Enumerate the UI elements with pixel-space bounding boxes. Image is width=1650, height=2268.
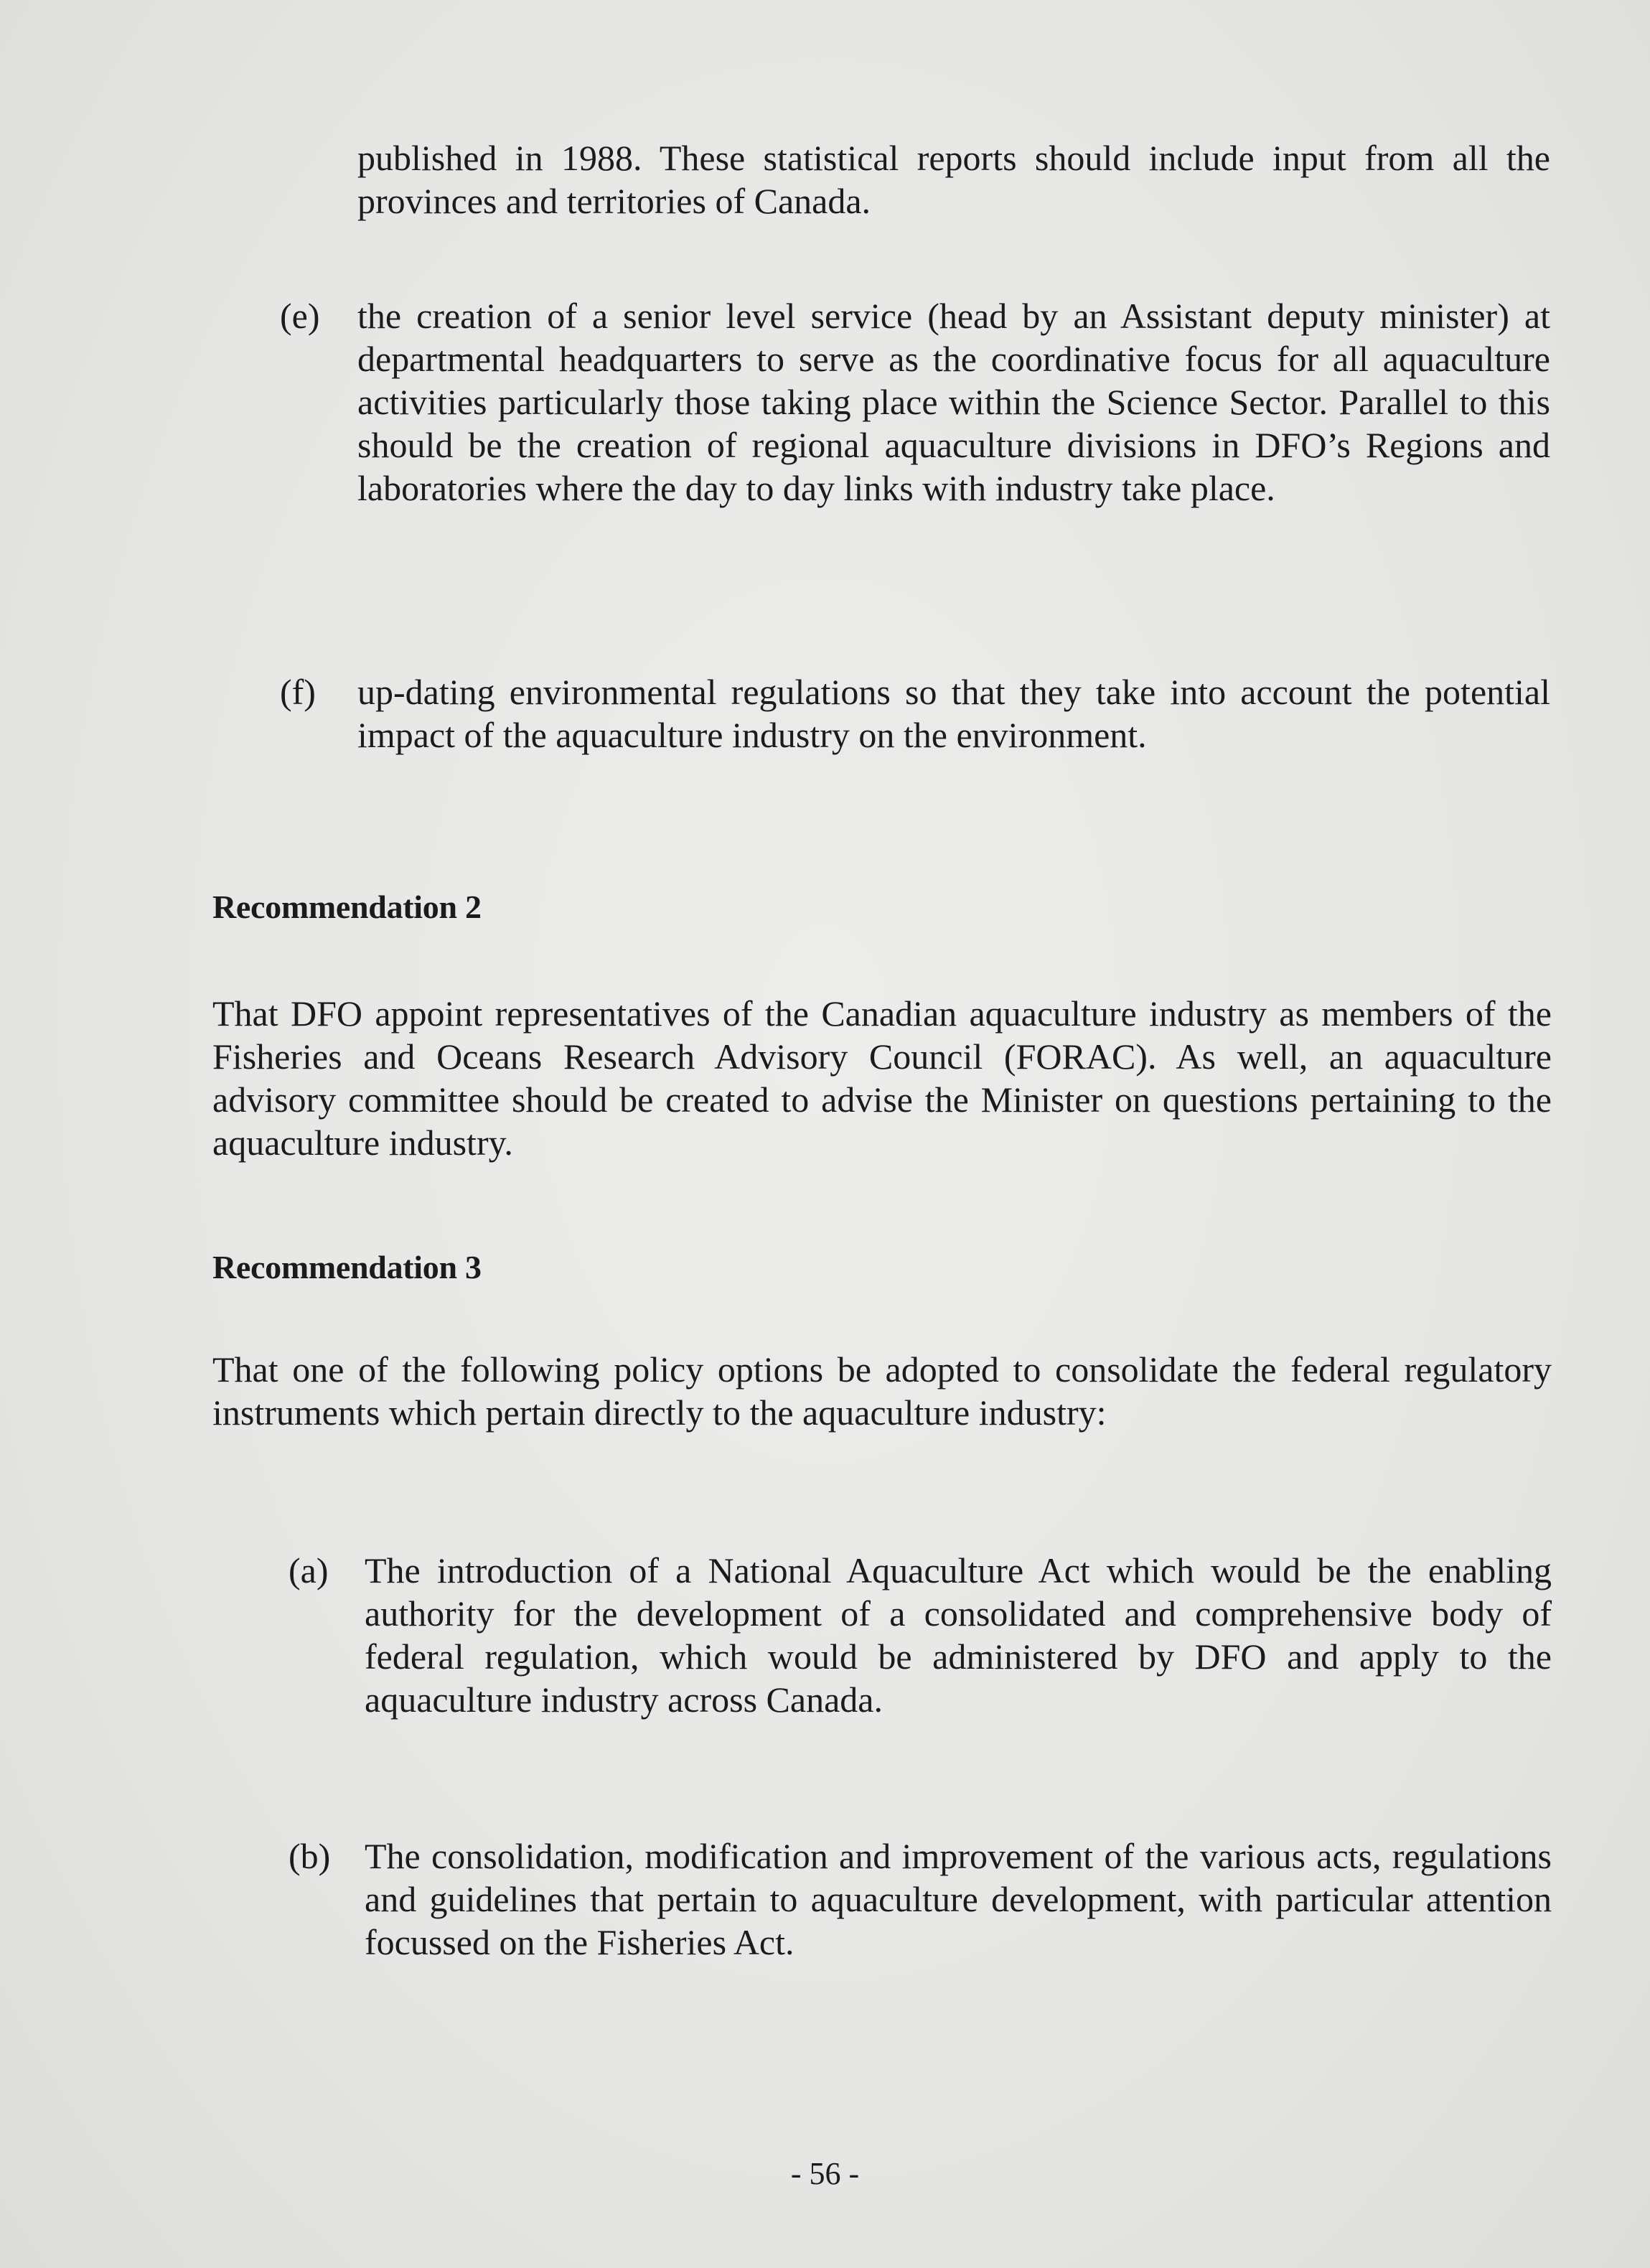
recommendation-3-heading: Recommendation 3 <box>212 1249 482 1285</box>
recommendation-3-text: That one of the following policy options be adopted to consolidate the federal regulatory instruments which pertain directly to the aquaculture industry: <box>212 1349 1552 1433</box>
list-item-text: the creation of a senior level service (head by an Assistant deputy minister) at departmental headquarters to serve as the coordinative focus for all aquaculture activities particularly those taking place within the Science Sector. Parallel to this should be the creation of regional aquaculture divisions in DFO’s Regions and laboratories where the day to day links with industry take place. <box>357 296 1550 508</box>
option-label: (b) <box>289 1836 331 1876</box>
option-label: (a) <box>289 1550 329 1590</box>
list-item-label: (f) <box>280 672 316 712</box>
option-text: The introduction of a National Aquaculture Act which would be the enabling authority for the development of a consolidated and comprehensive body of federal regulation, which would be administered by DFO and apply to the aquaculture industry across Canada. <box>365 1550 1552 1720</box>
list-item-label: (e) <box>280 296 320 336</box>
option-text: The consolidation, modification and improvement of the various acts, regulations and guidelines that pertain to aquaculture development, with particular attention focussed on the Fisheries Act. <box>365 1836 1552 1962</box>
list-item-text: up-dating environmental regulations so that they take into account the potential impact of the aquaculture industry on the environment. <box>357 672 1550 755</box>
recommendation-2-text: That DFO appoint representatives of the Canadian aquaculture industry as members of the Fisheries and Oceans Research Advisory Council (FORAC). As well, an aquaculture advisory committee should be created to advise the Minister on questions pertaining to the aquaculture industry. <box>212 993 1552 1163</box>
recommendation-2-heading: Recommendation 2 <box>212 889 482 925</box>
page-number: - 56 - <box>790 2156 860 2191</box>
continuation-paragraph: published in 1988. These statistical reports should include input from all the provinces and territories of Canada. <box>357 138 1550 221</box>
